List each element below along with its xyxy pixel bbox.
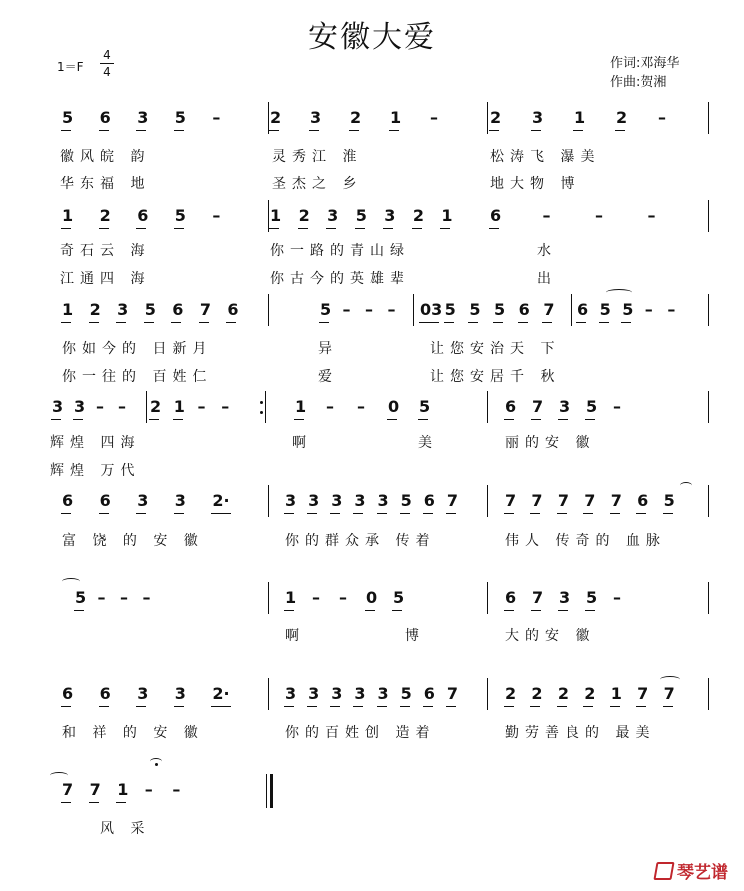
note: 3 (532, 108, 544, 127)
lyric-text: 江通四 海 (60, 271, 151, 287)
note: 3 (137, 108, 149, 127)
dash: – (212, 206, 221, 225)
note: 3 (308, 491, 320, 510)
note: 2 (490, 108, 502, 127)
note: 6 (137, 206, 149, 225)
note: 7 (610, 491, 622, 510)
dash: – (644, 300, 653, 319)
lyric-text: 辉煌 四海 (50, 435, 141, 451)
note: 2· (212, 491, 230, 510)
note: 6 (505, 588, 517, 607)
note: 3 (285, 684, 297, 703)
watermark-logo (655, 858, 728, 883)
note: 1 (390, 108, 402, 127)
note: 6 (99, 684, 111, 703)
note: 5 (400, 491, 412, 510)
note: 3 (117, 300, 129, 319)
note: 3 (559, 397, 571, 416)
dash: – (312, 588, 320, 607)
time-signature-bottom: 4 (103, 65, 111, 79)
lyric-text: 地大物 博 (490, 176, 581, 192)
note: 1 (285, 588, 297, 607)
note: 3 (310, 108, 322, 127)
dash: – (144, 780, 153, 799)
note: 5 (469, 300, 481, 319)
lyric-text: 风 采 (100, 821, 151, 837)
note: 3 (331, 684, 343, 703)
dash: – (387, 300, 396, 319)
lyric-text: 辉煌 万代 (50, 463, 141, 479)
note: 6 (423, 684, 435, 703)
note: 0 (366, 588, 378, 607)
note: 1 (270, 206, 282, 225)
note: 2 (89, 300, 101, 319)
note: 3 (308, 684, 320, 703)
note: 3 (174, 491, 186, 510)
lyric-text: 你如今的 日新月 (62, 341, 213, 357)
dash: – (142, 588, 151, 607)
note: 3 (174, 684, 186, 703)
dash: – (197, 397, 206, 416)
lyric-text: 勤劳善良的 最美 (505, 725, 656, 741)
note: 3 (354, 491, 366, 510)
note: 5 (393, 588, 405, 607)
note: 5 (355, 206, 367, 225)
dash: – (595, 206, 603, 225)
lyric-text: 异 (318, 341, 338, 357)
note: 6 (62, 491, 74, 510)
note: 3 (52, 397, 64, 416)
note: 1 (295, 397, 307, 416)
note: 7 (199, 300, 211, 319)
note: 7 (505, 491, 517, 510)
note: 5 (494, 300, 506, 319)
lyric-text: 圣杰之 乡 (272, 176, 363, 192)
note: 2 (412, 206, 424, 225)
dash: – (357, 397, 365, 416)
note: 6 (518, 300, 530, 319)
lyric-text: 让您安居千 秋 (430, 369, 561, 385)
lyric-text: 你一往的 百姓仁 (62, 369, 213, 385)
note: 2 (350, 108, 362, 127)
dash: – (542, 206, 551, 225)
note: 5 (663, 491, 675, 510)
lyric-text: 让您安治天 下 (430, 341, 561, 357)
note: 5 (400, 684, 412, 703)
note: 7 (532, 397, 544, 416)
dash: – (365, 300, 373, 319)
lyric-text: 美 (418, 435, 438, 451)
note: 6 (505, 397, 517, 416)
note: 6 (62, 684, 74, 703)
lyric-text: 啊 (285, 628, 305, 644)
dash: – (613, 588, 621, 607)
note: 2 (584, 684, 596, 703)
dash: – (342, 300, 351, 319)
note: 6 (423, 491, 435, 510)
note: 5 (599, 300, 611, 319)
note: 1 (610, 684, 622, 703)
lyric-text: 博 (405, 628, 425, 644)
dash: – (647, 206, 656, 225)
dash: – (658, 108, 666, 127)
note: 5 (62, 108, 74, 127)
lyric-text: 丽的安 徽 (505, 435, 596, 451)
lyric-text: 奇石云 海 (60, 243, 151, 259)
note: 7 (663, 684, 675, 703)
note: 5 (174, 206, 186, 225)
lyric-text: 华东福 地 (60, 176, 151, 192)
dash: – (120, 588, 128, 607)
note: 7 (446, 684, 459, 703)
lyric-text: 你古今的英雄辈 (270, 271, 410, 287)
note: 2 (531, 684, 543, 703)
note: 2· (212, 684, 230, 703)
note: 3 (137, 684, 149, 703)
dash: – (172, 780, 181, 799)
note: 6 (99, 491, 111, 510)
note: 3 (384, 206, 396, 225)
lyric-text: 水 (537, 243, 557, 259)
dash: – (96, 397, 104, 416)
note: 7 (531, 491, 543, 510)
lyric-text: 啊 (292, 435, 312, 451)
lyric-text: 你一路的青山绿 (270, 243, 410, 259)
note: 6 (637, 491, 649, 510)
logo-icon (653, 862, 674, 880)
note: 7 (62, 780, 74, 799)
dash: – (430, 108, 438, 127)
lyric-text: 灵秀江 淮 (272, 149, 363, 165)
key-signature: 1＝F (57, 60, 84, 74)
dash: – (326, 397, 334, 416)
lyric-text: 你的百姓创 造着 (285, 725, 436, 741)
note: 7 (543, 300, 555, 319)
lyric-text: 出 (537, 271, 557, 287)
note: 5 (75, 588, 87, 607)
note: 1 (62, 206, 74, 225)
dash: – (221, 397, 230, 416)
lyric-text: 松涛飞 瀑美 (490, 149, 601, 165)
note: 5 (419, 397, 431, 416)
lyric-text: 伟人 传奇的 血脉 (505, 533, 666, 549)
score-title: 安徽大爱 (308, 20, 436, 55)
note: 1 (117, 780, 129, 799)
note: 5 (144, 300, 156, 319)
note: 3 (354, 684, 366, 703)
lyric-text: 你的群众承 传着 (285, 533, 436, 549)
note: 6 (577, 300, 589, 319)
note: 6 (99, 108, 111, 127)
note: 2 (270, 108, 282, 127)
note: 2 (99, 206, 111, 225)
dash: – (339, 588, 347, 607)
note: 5 (586, 588, 598, 607)
note: 2 (616, 108, 628, 127)
note: 7 (89, 780, 101, 799)
note: 0 (388, 397, 400, 416)
note: 7 (637, 684, 649, 703)
lyric-text: 爱 (318, 369, 338, 385)
note: 3 (559, 588, 571, 607)
note: 2 (298, 206, 310, 225)
note: 7 (584, 491, 596, 510)
note: 3 (137, 491, 149, 510)
note: 2 (505, 684, 517, 703)
note: 5 (586, 397, 598, 416)
lyric-text: 大的安 徽 (505, 628, 596, 644)
note: 6 (227, 300, 239, 319)
time-signature-top: 4 (103, 48, 111, 62)
note: 2 (557, 684, 569, 703)
note: 1 (441, 206, 453, 225)
lyric-text: 和 祥 的 安 徽 (62, 725, 204, 741)
dash: – (212, 108, 221, 127)
note: 3 (377, 491, 389, 510)
note: 1 (574, 108, 586, 127)
note: 3 (327, 206, 339, 225)
note: 7 (557, 491, 569, 510)
note: 3 (331, 491, 343, 510)
note: 5 (444, 300, 456, 319)
composer-credit: 作曲:贺湘 (610, 75, 667, 90)
note: 6 (172, 300, 184, 319)
note: 1 (62, 300, 74, 319)
dash: – (118, 397, 126, 416)
note: 6 (490, 206, 502, 225)
note: 5 (320, 300, 332, 319)
note: 3 (74, 397, 86, 416)
note: 03 (420, 300, 443, 319)
note: 3 (377, 684, 389, 703)
lyric-text: 富 饶 的 安 徽 (62, 533, 204, 549)
note: 1 (173, 397, 185, 416)
watermark-text: 琴艺谱 (677, 863, 728, 883)
note: 2 (150, 397, 162, 416)
dash: – (667, 300, 676, 319)
lyric-text: 徽风皖 韵 (60, 149, 151, 165)
note: 7 (446, 491, 459, 510)
note: 3 (285, 491, 297, 510)
lyricist-credit: 作词:邓海华 (610, 56, 680, 71)
note: 7 (532, 588, 544, 607)
dash: – (613, 397, 621, 416)
note: 5 (174, 108, 186, 127)
note: 5 (622, 300, 634, 319)
dash: – (97, 588, 106, 607)
